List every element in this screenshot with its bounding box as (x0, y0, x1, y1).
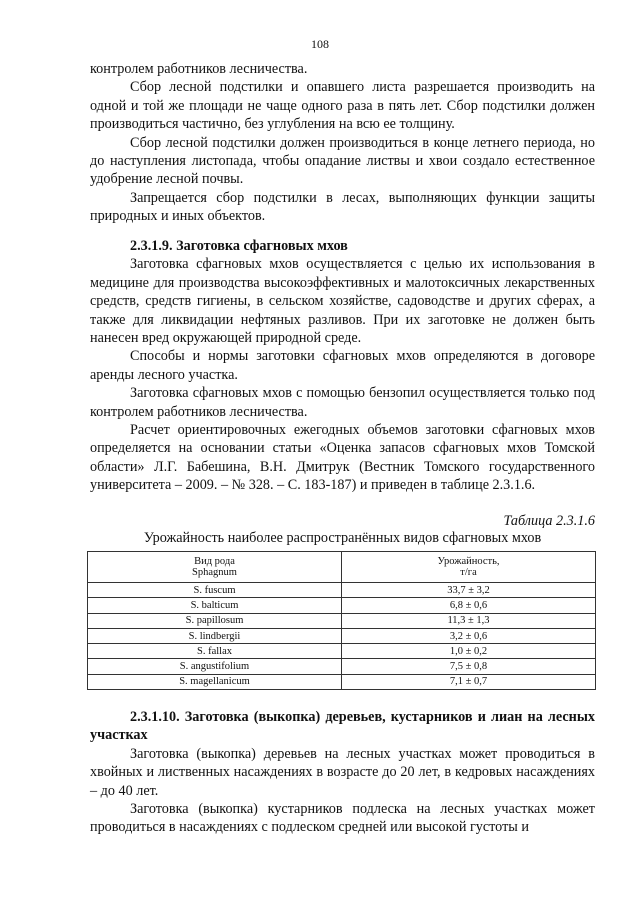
paragraph: Сбор лесной подстилки и опавшего листа разрешается производить на одной и той же площади не чаще одного раза в пять лет. Сбор подстилки должен производиться частично, без углубления на всю ее толщину. (90, 79, 595, 133)
table-cell-species: S. balticum (88, 598, 342, 613)
table-row (88, 644, 596, 659)
text-block-intro (90, 60, 595, 226)
paragraph: контролем работников лесничества. (90, 61, 308, 77)
table-cell-species: S. angustifolium (88, 659, 342, 674)
table-cell-yield: 3,2 ± 0,6 (342, 628, 596, 643)
table-cell-yield: 33,7 ± 3,2 (342, 583, 596, 598)
table-cell-species: S. lindbergii (88, 628, 342, 643)
table-row (88, 659, 596, 674)
table-cell-species: S. magellanicum (88, 674, 342, 689)
section-sphagnum (90, 237, 595, 495)
header-line: Вид рода (194, 556, 235, 567)
table-header-species (88, 552, 342, 583)
table-row (88, 613, 596, 628)
section-heading: 2.3.1.10. Заготовка (выкопка) деревьев, кустарников и лиан на лесных участках (90, 709, 595, 744)
table-header-yield (342, 552, 596, 583)
table-cell-species: S. fuscum (88, 583, 342, 598)
table-cell-species: S. papillosum (88, 613, 342, 628)
section-tree-digging (90, 708, 595, 837)
table-header-row (88, 552, 596, 583)
header-line: Урожайность, (437, 556, 500, 567)
page-number: 108 (311, 37, 329, 51)
yield-table (87, 551, 596, 690)
paragraph: Сбор лесной подстилки должен производиться в конце летнего периода, но до наступления листопада, чтобы опадание листвы и хвои создало естественное удобрение лесной почвы. (90, 134, 595, 188)
table-row (88, 674, 596, 689)
paragraph: Заготовка (выкопка) кустарников подлеска на лесных участках может проводиться в насаждениях с подлеском средней или высокой густоты и (90, 801, 595, 836)
table-cell-yield: 1,0 ± 0,2 (342, 644, 596, 659)
header-line: Sphagnum (192, 567, 237, 578)
section-heading: 2.3.1.9. Заготовка сфагновых мхов (130, 238, 348, 254)
table-title: Урожайность наиболее распространённых видов сфагновых мхов (143, 530, 542, 546)
table-caption: Таблица 2.3.1.6 (503, 513, 595, 529)
paragraph: Расчет ориентировочных ежегодных объемов заготовки сфагновых мхов определяется на основании статьи «Оценка запасов сфагновых мхов Томской области» Л.Г. Бабешина, В.Н. Дмитрук (Вестник Томского государственного университета – 2009. – № 328. – С. 183-187) и приведен в таблице 2.3.1.6. (90, 422, 595, 494)
paragraph: Запрещается сбор подстилки в лесах, выполняющих функции защиты природных и иных объектов. (90, 189, 595, 225)
table-row (88, 583, 596, 598)
header-line: т/га (460, 567, 477, 578)
table-row (88, 598, 596, 613)
table-cell-yield: 11,3 ± 1,3 (342, 613, 596, 628)
paragraph: Заготовка сфагновых мхов осуществляется с целью их использования в медицине для производства высокоэффективных и малотоксичных лекарственных средств, средств гигиены, в сельском хозяйстве, садоводстве и других сферах, а также для ликвидации нефтяных разливов. При их заготовке не должен быть нанесен вред окружающей природной среде. (90, 256, 595, 347)
paragraph: Способы и нормы заготовки сфагновых мхов определяются в договоре аренды лесного участка. (90, 348, 595, 383)
table-cell-species: S. fallax (88, 644, 342, 659)
table-cell-yield: 7,1 ± 0,7 (342, 674, 596, 689)
table-cell-yield: 7,5 ± 0,8 (342, 659, 596, 674)
table-row (88, 628, 596, 643)
table-cell-yield: 6,8 ± 0,6 (342, 598, 596, 613)
paragraph: Заготовка (выкопка) деревьев на лесных участках может проводиться в хвойных и лиственных насаждениях в возрасте до 20 лет, в кедровых насаждениях – до 40 лет. (90, 745, 595, 799)
paragraph: Заготовка сфагновых мхов с помощью бензопил осуществляется только под контролем работников лесничества. (90, 385, 595, 420)
